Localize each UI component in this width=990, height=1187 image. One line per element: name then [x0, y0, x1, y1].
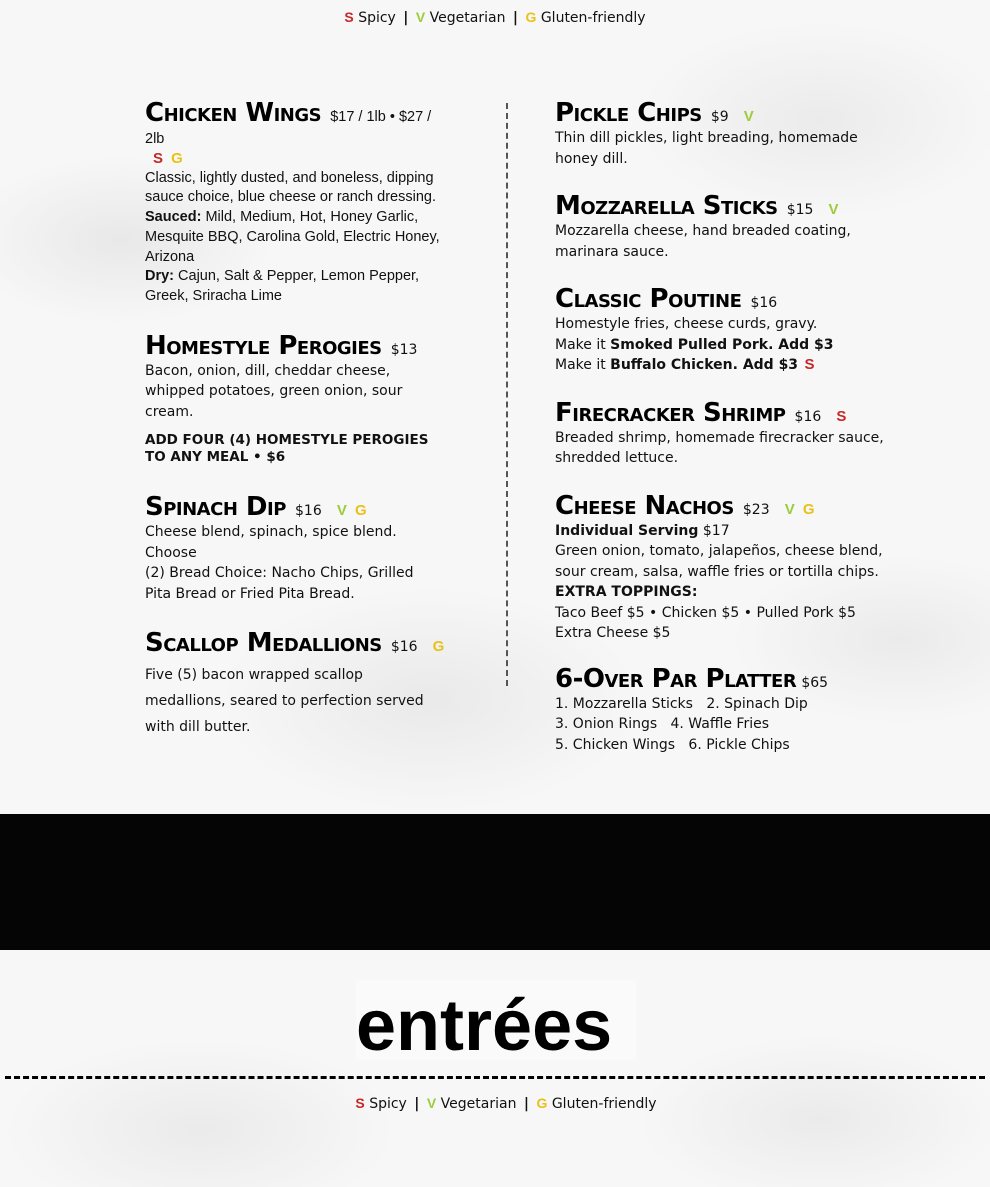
item-title: Scallop Medallions — [145, 628, 382, 659]
platter-line: 3. Onion Rings 4. Waffle Fries — [555, 716, 770, 732]
item-description: Five (5) bacon wrapped scallop medallions, seared to perfection served with dill butter. — [145, 667, 424, 736]
item-price: $9 — [710, 109, 729, 125]
gluten-friendly-key: G — [525, 9, 537, 25]
perogies-addon — [145, 432, 445, 466]
vegetarian-flag: V — [336, 502, 347, 520]
addon-line: ADD FOUR (4) HOMESTYLE PEROGIES — [145, 432, 429, 449]
item-price: $16 — [794, 408, 822, 425]
option-text: Smoked Pulled Pork. Add $3 — [610, 336, 834, 353]
dietary-legend-bottom — [11, 1095, 990, 1112]
spicy-label: Spicy — [358, 10, 396, 26]
section-title-entrees: entrées — [356, 980, 636, 1060]
black-band — [0, 814, 990, 950]
gluten-friendly-key: G — [536, 1095, 548, 1111]
make-it-text: Make it — [555, 336, 611, 353]
item-price: $15 — [786, 202, 814, 218]
item-description: Breaded shrimp, homemade firecracker sauce, shredded lettuce. — [555, 429, 884, 466]
item-title: Pickle Chips — [555, 98, 702, 128]
menu-item-spinach-dip — [145, 492, 445, 604]
item-title: 6-Over Par Platter — [555, 663, 797, 694]
item-title: Firecracker Shrimp — [555, 397, 786, 428]
legend-separator: | — [414, 1096, 420, 1112]
vegetarian-label: Vegetarian — [429, 10, 506, 26]
poutine-option — [555, 335, 885, 356]
individual-serving — [555, 521, 885, 542]
legend-separator: | — [523, 1096, 530, 1112]
vegetarian-key: V — [415, 9, 426, 25]
item-description: Green onion, tomato, jalapeños, cheese blend, sour cream, salsa, waffle fries or tortilla chips. — [555, 543, 883, 580]
sauced-label: Sauced: — [145, 209, 202, 226]
spicy-flag: S — [153, 149, 164, 167]
item-description-line: Cheese blend, spinach, spice blend. Choose — [145, 524, 397, 561]
item-description: Homestyle fries, cheese curds, gravy. — [555, 316, 818, 332]
individual-price: $17 — [698, 522, 730, 539]
make-it-text: Make it — [555, 357, 611, 373]
spicy-flag: S — [836, 407, 847, 425]
gluten-friendly-flag: G — [354, 502, 367, 520]
legend-separator: | — [403, 10, 409, 26]
vegetarian-label: Vegetarian — [440, 1096, 517, 1112]
menu-item-scallop-medallions — [145, 628, 445, 740]
gluten-friendly-label: Gluten-friendly — [551, 1096, 657, 1112]
dry-label: Dry: — [145, 268, 175, 285]
menu-item-platter — [555, 664, 885, 756]
platter-line: 1. Mozzarella Sticks 2. Spinach Dip — [555, 695, 808, 712]
extra-toppings-line: Taco Beef $5 • Chicken $5 • Pulled Pork $5 — [555, 604, 856, 621]
spicy-label: Spicy — [369, 1096, 407, 1112]
extra-toppings-line: Extra Cheese $5 — [555, 625, 671, 641]
menu-item-perogies — [145, 331, 445, 467]
gluten-friendly-flag: G — [171, 149, 183, 167]
gluten-friendly-flag: G — [432, 638, 445, 656]
menu-column-right — [555, 98, 885, 775]
vegetarian-flag: V — [828, 201, 839, 218]
menu-item-chicken-wings — [145, 98, 445, 307]
vegetarian-flag: V — [784, 500, 795, 518]
item-title: Homestyle Perogies — [145, 330, 382, 361]
vegetarian-flag: V — [743, 108, 754, 125]
item-title: Chicken Wings — [145, 98, 322, 128]
item-price: $16 — [750, 295, 778, 311]
spicy-key: S — [355, 1095, 365, 1111]
menu-item-classic-poutine — [555, 284, 885, 376]
gluten-friendly-flag: G — [802, 500, 815, 518]
addon-line: TO ANY MEAL • $6 — [145, 449, 286, 466]
option-text: Buffalo Chicken. Add $3 — [610, 357, 799, 373]
menu-item-firecracker-shrimp — [555, 398, 885, 469]
item-price: $16 — [295, 503, 322, 520]
platter-line: 5. Chicken Wings 6. Pickle Chips — [555, 736, 790, 753]
sauced-text: Mild, Medium, Hot, Honey Garlic, Mesquite BBQ, Carolina Gold, Electric Honey, Arizona — [145, 209, 440, 265]
item-description: Classic, lightly dusted, and boneless, dipping sauce choice, blue cheese or ranch dressing. — [145, 169, 436, 206]
item-price: $16 — [390, 639, 418, 656]
item-description: Thin dill pickles, light breading, homemade honey dill. — [555, 130, 858, 167]
item-price: $17 / 1lb • $27 / 2lb — [145, 109, 432, 147]
menu-column-left — [145, 98, 445, 760]
dry-text: Cajun, Salt & Pepper, Lemon Pepper, Greek, Sriracha Lime — [145, 268, 420, 304]
individual-label: Individual Serving — [555, 522, 699, 539]
item-description: Mozzarella cheese, hand breaded coating, marinara sauce. — [555, 223, 851, 260]
item-title: Spinach Dip — [145, 492, 286, 523]
gluten-friendly-label: Gluten-friendly — [540, 10, 646, 26]
spicy-key: S — [344, 9, 354, 25]
legend-separator: | — [512, 10, 519, 26]
item-title: Classic Poutine — [555, 284, 742, 314]
poutine-option — [555, 355, 885, 376]
vegetarian-key: V — [426, 1095, 437, 1111]
menu-item-cheese-nachos — [555, 491, 885, 644]
item-price: $23 — [742, 501, 770, 518]
menu-item-mozzarella-sticks — [555, 191, 885, 262]
item-description: Bacon, onion, dill, cheddar cheese, whipped potatoes, green onion, sour cream. — [145, 362, 403, 420]
section-dashed-rule — [5, 1076, 985, 1079]
extra-toppings-label: EXTRA TOPPINGS: — [555, 584, 698, 600]
item-description-line: (2) Bread Choice: Nacho Chips, Grilled — [145, 565, 414, 582]
item-description-line: Pita Bread or Fried Pita Bread. — [145, 585, 355, 602]
spicy-flag: S — [804, 356, 815, 373]
column-divider — [506, 103, 508, 686]
item-price: $65 — [801, 674, 829, 691]
sauced-options — [145, 208, 445, 267]
dry-options — [145, 267, 445, 306]
item-title: Mozzarella Sticks — [555, 191, 778, 221]
menu-item-pickle-chips — [555, 98, 885, 169]
dietary-legend-top — [0, 9, 990, 26]
item-title: Cheese Nachos — [555, 490, 734, 521]
item-price: $13 — [390, 341, 418, 358]
